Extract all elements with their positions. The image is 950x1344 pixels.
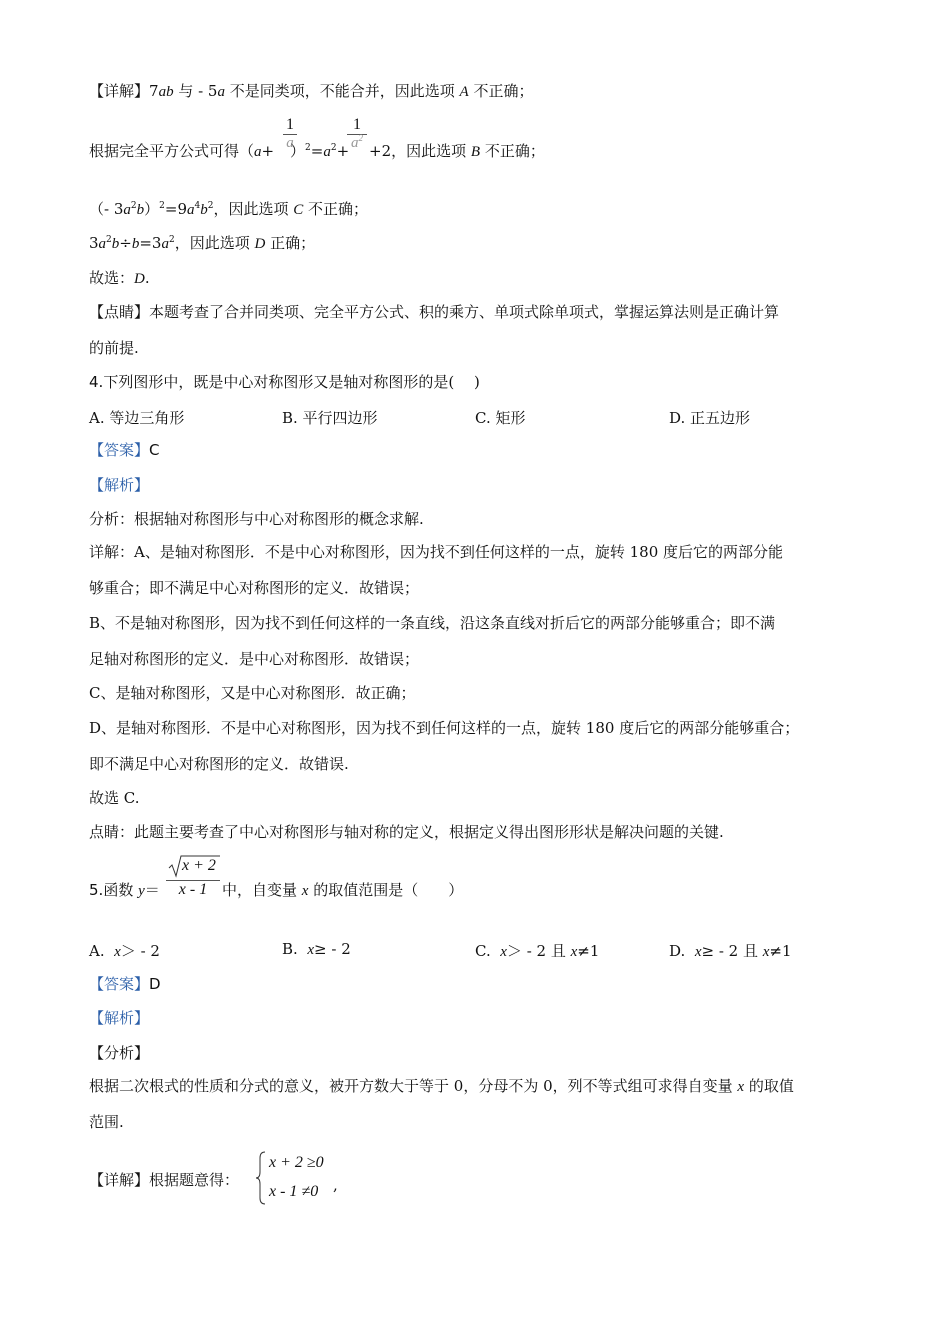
var-A: A: [459, 84, 469, 100]
text: 的取值: [744, 1077, 794, 1095]
var-a: a: [351, 135, 359, 151]
text: ，因此选项: [174, 234, 255, 252]
exponent: 2: [130, 201, 137, 211]
text: （- 3: [89, 200, 124, 218]
q5-option-c: [475, 940, 599, 961]
var-a: a: [187, 202, 195, 218]
q4-analysis-line: 点睛：此题主要考查了中心对称图形与轴对称的定义，根据定义得出图形形状是解决问题的关键.: [89, 823, 724, 841]
var-a: a: [217, 84, 225, 100]
exponent: 2: [330, 143, 337, 153]
var-x: x: [307, 942, 315, 958]
q4-analysis-line: 分析：根据轴对称图形与中心对称图形的概念求解.: [89, 510, 424, 528]
exponent: 2: [106, 235, 112, 245]
q4-option-c: C. 矩形: [475, 409, 526, 427]
option-text: ＞ - 2 且: [506, 942, 571, 960]
option-text: ≠1: [769, 942, 792, 960]
system-line-2: x - 1 ≠0: [269, 1183, 319, 1200]
text: ，因此选项: [213, 200, 294, 218]
question-4-stem: [89, 372, 480, 392]
question-number: 5: [89, 881, 99, 899]
detail-line-3: [89, 199, 368, 220]
detail-line-2-tail: [369, 141, 545, 162]
var-x: x: [737, 1079, 745, 1095]
q5-detail-label: 【详解】根据题意得：: [89, 1171, 240, 1189]
q5-answer: [89, 974, 161, 994]
text: 不正确；: [468, 82, 534, 100]
text: 与 - 5: [173, 82, 218, 100]
q4-option-a: A. 等边三角形: [89, 409, 185, 427]
answer-tag: 【答案】: [89, 441, 150, 459]
q5-option-b: [282, 940, 351, 959]
text: =3: [139, 234, 162, 252]
fraction-1-over-a-squared: [346, 116, 368, 152]
exponent: 2: [159, 201, 165, 211]
text: +2，因此选项: [369, 142, 471, 160]
q4-analysis-line: 足轴对称图形的定义．是中心对称图形．故错误；: [89, 650, 420, 668]
system-brace: [255, 1150, 267, 1211]
q5-analysis-tag: 【解析】: [89, 1009, 150, 1027]
detail-line-5: [89, 268, 150, 289]
system-line-1: x + 2 ≥0: [269, 1154, 324, 1171]
var-D: D: [254, 236, 266, 252]
question-text: 中，自变量: [222, 881, 302, 899]
q5-fraction: [166, 854, 220, 899]
q4-analysis-line: 故选 C.: [89, 789, 140, 807]
text: .: [144, 269, 150, 287]
var-B: B: [470, 144, 481, 160]
var-C: C: [293, 202, 304, 218]
question-number: 4: [89, 373, 99, 391]
text: =9: [164, 200, 187, 218]
text: ＝: [144, 881, 160, 899]
text: =: [310, 142, 324, 160]
q4-option-d: D. 正五边形: [669, 409, 751, 427]
question-5-stem-left: [89, 880, 160, 901]
var-ab: ab: [158, 84, 174, 100]
var-x: x: [570, 944, 578, 960]
var-x: x: [694, 944, 702, 960]
exponent: 2: [168, 235, 175, 245]
exponent: 4: [194, 201, 201, 211]
system-comma: ,: [333, 1176, 338, 1194]
var-b: b: [111, 236, 120, 252]
q5-analysis-line: [89, 1076, 794, 1097]
q5-option-a: [89, 940, 160, 961]
answer-tag: 【答案】: [89, 975, 150, 993]
var-b: b: [131, 236, 140, 252]
option-text: ≥ - 2: [314, 940, 351, 958]
detail-tag: 【详解】: [89, 82, 150, 100]
var-D: D: [134, 271, 145, 287]
exponent: 2: [358, 133, 363, 143]
option-label: B.: [282, 940, 298, 958]
sqrt-numerator: [166, 854, 220, 878]
var-a: a: [123, 202, 131, 218]
detail-line-2: [89, 141, 254, 161]
text: 3: [89, 234, 99, 252]
q4-analysis-line: 够重合；即不满足中心对称图形的定义．故错误；: [89, 579, 420, 597]
option-label: A.: [89, 942, 105, 960]
q4-analysis-line: 即不满足中心对称图形的定义．故错误.: [89, 755, 349, 773]
text: 根据完全平方公式可得（: [89, 142, 255, 160]
remark-line-1: 【点睛】本题考查了合并同类项、完全平方公式、积的乘方、单项式除单项式，掌握运算法则是正确计算: [89, 303, 780, 321]
var-y: y: [138, 883, 145, 899]
q4-analysis-line: D、是轴对称图形．不是中心对称图形，因为找不到任何这样的一点，旋转 180 度后它的两部分能够重合；: [89, 719, 800, 737]
radicand: x + 2: [182, 857, 216, 874]
frac-numerator: 1: [286, 116, 294, 133]
question-text: 的取值范围是（ ）: [308, 881, 464, 899]
question-5-stem-right: [222, 880, 463, 901]
frac-denominator: a: [286, 135, 294, 151]
var-x: x: [301, 883, 309, 899]
option-label: D.: [669, 942, 686, 960]
answer-value: C: [149, 441, 160, 459]
q4-option-b: B. 平行四边形: [282, 409, 378, 427]
answer-value: D: [149, 975, 161, 993]
frac-denominator: x - 1: [178, 881, 208, 898]
detail-line-2-expr: [254, 141, 274, 162]
q5-analysis-line: 范围.: [89, 1113, 124, 1131]
text: ÷: [119, 234, 132, 252]
exponent: 2: [207, 201, 214, 211]
q4-analysis-line: C、是轴对称图形，又是中心对称图形．故正确；: [89, 684, 416, 702]
text: +: [336, 142, 350, 160]
var-x: x: [114, 944, 121, 960]
text: 7: [149, 82, 159, 100]
option-text: ＞ - 2: [120, 942, 160, 960]
detail-line-1: [89, 81, 533, 102]
option-label: C.: [475, 942, 491, 960]
remark-line-2: 的前提.: [89, 339, 139, 357]
question-text: .下列图形中，既是中心对称图形又是轴对称图形的是( ): [98, 373, 480, 391]
text: 不正确；: [303, 200, 369, 218]
q5-fenxi-tag: 【分析】: [89, 1044, 150, 1062]
var-b: b: [200, 202, 208, 218]
frac-numerator: 1: [353, 116, 361, 133]
q4-analysis-line: 详解：A、是轴对称图形．不是中心对称图形，因为找不到任何这样的一点，旋转 180 度后它的两部分能: [89, 543, 784, 561]
text: ）: [290, 142, 306, 160]
q4-analysis-line: B、不是轴对称图形，因为找不到任何这样的一条直线，沿这条直线对折后它的两部分能够重合；即不满: [89, 614, 776, 632]
var-a: a: [98, 236, 107, 252]
text: 根据二次根式的性质和分式的意义，被开方数大于等于 0，分母不为 0，列不等式组可求得自变量: [89, 1077, 738, 1095]
q4-analysis-tag: 【解析】: [89, 476, 150, 494]
var-b: b: [136, 202, 145, 218]
brace-icon: [255, 1150, 267, 1206]
question-text: .函数: [98, 881, 139, 899]
option-text: ≠1: [577, 942, 600, 960]
text: 不是同类项，不能合并，因此选项: [224, 82, 460, 100]
var-a: a: [323, 144, 331, 160]
q4-answer: [89, 440, 160, 460]
option-text: ≥ - 2 且: [701, 942, 763, 960]
var-a: a: [254, 144, 262, 160]
exponent: 2: [305, 143, 311, 153]
detail-line-2-expr2: [290, 141, 350, 162]
detail-line-4: [89, 233, 315, 254]
text: 正确；: [265, 234, 316, 252]
frac-denominator: [346, 135, 368, 152]
text: 故选：: [89, 269, 135, 287]
text: +: [261, 142, 275, 160]
var-x: x: [762, 944, 770, 960]
var-x: x: [500, 944, 507, 960]
var-a: a: [161, 236, 169, 252]
text: ）: [144, 200, 160, 218]
text: 不正确；: [480, 142, 545, 160]
q5-option-d: [669, 940, 792, 961]
